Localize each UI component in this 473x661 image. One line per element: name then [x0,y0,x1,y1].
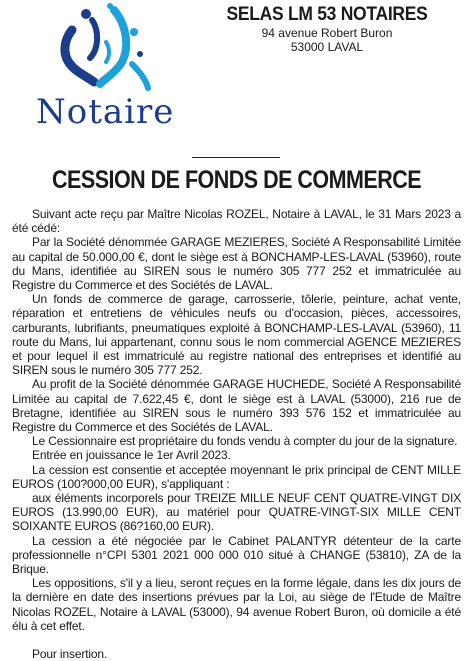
office-address: 94 avenue Robert Buron [261,26,393,40]
office-header [196,4,458,54]
paragraph: La cession est consentie et acceptée moyennant le prix principal de CENT MILLE EUROS (100?000,00 EUR), s'appliquant : [12,462,461,491]
notice-title: CESSION DE FONDS DE COMMERCE [51,166,421,194]
notaire-wordmark: Notaire [36,92,175,132]
notaire-logo [14,2,194,132]
paragraph: Les oppositions, s'il y a lieu, seront reçues en la forme légale, dans les dix jours de la dernière en date des insertions prévues par la Loi, au siège de l'Etude de Maître Nicolas ROZEL, Notaire à LAVAL (53000), 94 avenue Robert Buron, où domicile a été élu à cet effet. [12,576,461,633]
paragraph: Un fonds de commerce de garage, carrosserie, tôlerie, peinture, achat vente, réparation et entretiens de véhicules neufs ou d'occasion, pièces, accessoires, carburants, lubrifiants, pneumatiques exploité à BONCHAMP-LES-LAVAL (53960), 11 route du Mans, lui appartenant, connu sous le nom commercial AGENCE MEZIERES et pour lequel il est immatriculé au registre national des entreprises et identifié au SIREN sous le numéro 305 777 252. [12,292,461,378]
office-city: 53000 LAVAL [290,40,364,54]
paragraph: Par la Société dénommée GARAGE MEZIERES, Société A Responsabilité Limitée au capital de 50.000,00 €, dont le siège est à BONCHAMP-LES-LAVAL (53960), route du Mans, identifiée au SIREN sous le numéro 305 777 252 et immatriculée au Registre du Commerce et des Sociétés de LAVAL. [12,235,461,293]
paragraph: Au profit de la Société dénommée GARAGE HUCHEDE, Société A Responsabilité Limitée au capital de 7.622,45 €, dont le siège est à LAVAL (53000), 216 rue de Bretagne, identifiée au SIREN sous le numéro 393 576 152 et immatriculée au Registre du Commerce et des Sociétés de LAVAL. [12,377,461,435]
paragraph: Entrée en jouissance le 1er Avril 2023. [32,448,231,463]
paragraph: aux éléments incorporels pour TREIZE MILLE NEUF CENT QUATRE-VINGT DIX EUROS (13.990,00 EUR), au matériel pour QUATRE-VINGT-SIX MILLE CENT SOIXANTE EUROS (86?160,00 EUR). [12,491,461,534]
closing-line: Pour insertion. [32,647,108,661]
notice-body [12,207,461,661]
office-name: SELAS LM 53 NOTAIRES [226,4,428,25]
notaire-emblem-icon [14,2,194,102]
paragraph: La cession a été négociée par le Cabinet PALANTYR détenteur de la carte professionnelle n°CPI 5301 2021 000 000 010 situé à CHANGE (53810), ZA de la Brique. [12,533,461,577]
paragraph: Suivant acte reçu par Maître Nicolas ROZEL, Notaire à LAVAL, le 31 Mars 2023 a été cédé: [12,207,461,236]
divider [192,157,280,158]
paragraph: Le Cessionnaire est propriétaire du fonds vendu à compter du jour de la signature. [32,434,458,449]
